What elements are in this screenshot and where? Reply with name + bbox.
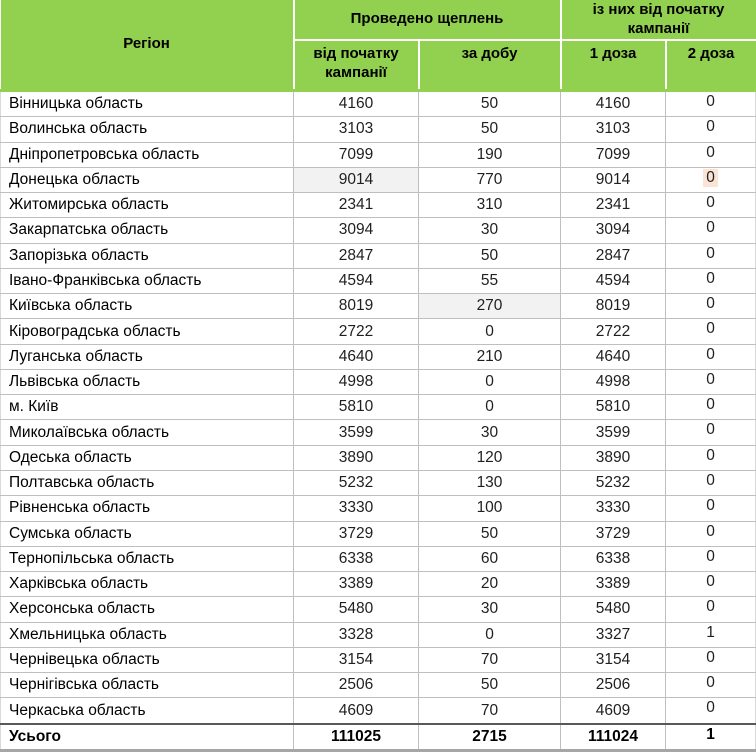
total-cell: 2847 — [294, 243, 419, 268]
day-cell: 50 — [419, 117, 561, 142]
dose2-cell: 0 — [666, 572, 756, 597]
dose1-cell: 3890 — [561, 445, 666, 470]
region-cell: Львівська область — [1, 369, 294, 394]
total-cell: 3389 — [294, 572, 419, 597]
day-cell: 30 — [419, 420, 561, 445]
table-row — [1, 243, 756, 268]
table-row — [1, 546, 756, 571]
day-cell: 0 — [419, 319, 561, 344]
region-cell: Сумська область — [1, 521, 294, 546]
table-footer — [1, 724, 756, 751]
dose2-cell: 0 — [666, 395, 756, 420]
dose1-cell: 3330 — [561, 496, 666, 521]
table-row — [1, 167, 756, 192]
dose2-cell: 0 — [666, 369, 756, 394]
total-cell: 5810 — [294, 395, 419, 420]
dose1-cell: 2341 — [561, 193, 666, 218]
dose2-cell: 0 — [666, 420, 756, 445]
dose1-cell: 8019 — [561, 294, 666, 319]
region-cell: Волинська область — [1, 117, 294, 142]
table-row — [1, 344, 756, 369]
dose2-cell: 0 — [666, 319, 756, 344]
day-cell: 20 — [419, 572, 561, 597]
table-row — [1, 420, 756, 445]
total-label: Усього — [1, 724, 294, 751]
region-cell: Донецька область — [1, 167, 294, 192]
table-row — [1, 647, 756, 672]
dose2-cell: 0 — [666, 142, 756, 167]
total-cell: 8019 — [294, 294, 419, 319]
header-group-since-campaign: із них від початку кампанії — [561, 0, 756, 40]
table-row — [1, 698, 756, 724]
region-cell: Харківська область — [1, 572, 294, 597]
day-cell: 100 — [419, 496, 561, 521]
dose2-cell — [666, 167, 756, 192]
total-cell: 7099 — [294, 142, 419, 167]
day-cell: 50 — [419, 521, 561, 546]
region-cell: Івано-Франківська область — [1, 268, 294, 293]
total-cell: 3094 — [294, 218, 419, 243]
total-cell: 4609 — [294, 698, 419, 724]
total-cell: 5232 — [294, 470, 419, 495]
header-sub-per-day: за добу — [419, 40, 561, 91]
total-cell: 3330 — [294, 496, 419, 521]
total-cell: 3890 — [294, 445, 419, 470]
dose2-cell: 0 — [666, 243, 756, 268]
day-cell: 0 — [419, 369, 561, 394]
total-cell: 4640 — [294, 344, 419, 369]
region-cell: м. Київ — [1, 395, 294, 420]
region-cell: Рівненська область — [1, 496, 294, 521]
header-sub-dose1: 1 доза — [561, 40, 666, 91]
region-cell: Закарпатська область — [1, 218, 294, 243]
total-cell: 9014 — [294, 167, 419, 192]
total-cell: 4594 — [294, 268, 419, 293]
dose1-cell: 3094 — [561, 218, 666, 243]
region-cell: Черкаська область — [1, 698, 294, 724]
dose1-cell: 5810 — [561, 395, 666, 420]
day-cell: 55 — [419, 268, 561, 293]
dose2-cell: 0 — [666, 496, 756, 521]
table-row — [1, 572, 756, 597]
dose1-cell: 4609 — [561, 698, 666, 724]
table-row — [1, 369, 756, 394]
dose2-cell: 0 — [666, 218, 756, 243]
dose1-cell: 6338 — [561, 546, 666, 571]
dose2-cell: 0 — [666, 294, 756, 319]
table-header — [1, 0, 756, 91]
day-cell: 30 — [419, 597, 561, 622]
total-cell: 3328 — [294, 622, 419, 647]
dose2-cell: 0 — [666, 546, 756, 571]
table-row — [1, 395, 756, 420]
total-cell: 2341 — [294, 193, 419, 218]
total-row — [1, 724, 756, 751]
day-cell: 270 — [419, 294, 561, 319]
total-cell: 3729 — [294, 521, 419, 546]
region-cell: Миколаївська область — [1, 420, 294, 445]
dose2-cell: 0 — [666, 647, 756, 672]
table-row — [1, 496, 756, 521]
region-cell: Полтавська область — [1, 470, 294, 495]
dose1-cell: 4594 — [561, 268, 666, 293]
table-row — [1, 470, 756, 495]
day-cell: 50 — [419, 243, 561, 268]
total-cell: 5480 — [294, 597, 419, 622]
dose1-cell: 4160 — [561, 91, 666, 117]
total-cell: 4998 — [294, 369, 419, 394]
dose1-cell: 3103 — [561, 117, 666, 142]
dose2-cell: 0 — [666, 445, 756, 470]
total-cell: 3599 — [294, 420, 419, 445]
dose2-cell: 0 — [666, 268, 756, 293]
total-cell: 6338 — [294, 546, 419, 571]
day-cell: 130 — [419, 470, 561, 495]
dose1-cell: 7099 — [561, 142, 666, 167]
day-cell: 50 — [419, 673, 561, 698]
table-row — [1, 319, 756, 344]
table-row — [1, 294, 756, 319]
table-row — [1, 218, 756, 243]
region-cell: Дніпропетровська область — [1, 142, 294, 167]
total-dose1: 111024 — [561, 724, 666, 751]
total-cell: 4160 — [294, 91, 419, 117]
total-cell: 2722 — [294, 319, 419, 344]
table-row — [1, 521, 756, 546]
day-cell: 30 — [419, 218, 561, 243]
dose1-cell: 5480 — [561, 597, 666, 622]
header-group-performed: Проведено щеплень — [294, 0, 561, 40]
total-cell: 2506 — [294, 673, 419, 698]
dose2-cell: 0 — [666, 117, 756, 142]
table-row — [1, 622, 756, 647]
match-highlight: 0 — [703, 169, 718, 187]
region-cell: Київська область — [1, 294, 294, 319]
region-cell: Тернопільська область — [1, 546, 294, 571]
total-cell: 3103 — [294, 117, 419, 142]
region-cell: Житомирська область — [1, 193, 294, 218]
table-row — [1, 91, 756, 117]
dose1-cell: 3599 — [561, 420, 666, 445]
day-cell: 70 — [419, 647, 561, 672]
dose1-cell: 3327 — [561, 622, 666, 647]
dose2-cell: 0 — [666, 673, 756, 698]
day-cell: 50 — [419, 91, 561, 117]
region-cell: Одеська область — [1, 445, 294, 470]
header-sub-dose2: 2 доза — [666, 40, 756, 91]
dose1-cell: 4640 — [561, 344, 666, 369]
table-body — [1, 91, 756, 724]
table-row — [1, 445, 756, 470]
region-cell: Луганська область — [1, 344, 294, 369]
dose2-cell: 1 — [666, 622, 756, 647]
total-since-campaign: 111025 — [294, 724, 419, 751]
total-per-day: 2715 — [419, 724, 561, 751]
dose2-cell: 0 — [666, 521, 756, 546]
table-row — [1, 597, 756, 622]
dose2-cell: 0 — [666, 91, 756, 117]
day-cell: 310 — [419, 193, 561, 218]
dose1-cell: 2722 — [561, 319, 666, 344]
dose2-cell: 0 — [666, 597, 756, 622]
dose2-cell: 0 — [666, 193, 756, 218]
total-cell: 3154 — [294, 647, 419, 672]
dose1-cell: 2847 — [561, 243, 666, 268]
day-cell: 0 — [419, 395, 561, 420]
dose1-cell: 4998 — [561, 369, 666, 394]
day-cell: 120 — [419, 445, 561, 470]
dose1-cell: 9014 — [561, 167, 666, 192]
table-row — [1, 268, 756, 293]
table-row — [1, 673, 756, 698]
dose1-cell: 2506 — [561, 673, 666, 698]
region-cell: Вінницька область — [1, 91, 294, 117]
day-cell: 60 — [419, 546, 561, 571]
dose1-cell: 5232 — [561, 470, 666, 495]
dose1-cell: 3729 — [561, 521, 666, 546]
region-cell: Хмельницька область — [1, 622, 294, 647]
day-cell: 70 — [419, 698, 561, 724]
total-dose2: 1 — [666, 724, 756, 751]
region-cell: Чернівецька область — [1, 647, 294, 672]
dose2-cell: 0 — [666, 698, 756, 724]
day-cell: 190 — [419, 142, 561, 167]
dose1-cell: 3154 — [561, 647, 666, 672]
region-cell: Кіровоградська область — [1, 319, 294, 344]
table-row — [1, 142, 756, 167]
dose2-cell: 0 — [666, 344, 756, 369]
region-cell: Запорізька область — [1, 243, 294, 268]
dose2-cell: 0 — [666, 470, 756, 495]
table-row — [1, 193, 756, 218]
day-cell: 770 — [419, 167, 561, 192]
region-cell: Херсонська область — [1, 597, 294, 622]
day-cell: 210 — [419, 344, 561, 369]
day-cell: 0 — [419, 622, 561, 647]
region-cell: Чернігівська область — [1, 673, 294, 698]
table-row — [1, 117, 756, 142]
header-sub-since-campaign: від початку кампанії — [294, 40, 419, 91]
dose1-cell: 3389 — [561, 572, 666, 597]
header-region: Регіон — [1, 0, 294, 91]
